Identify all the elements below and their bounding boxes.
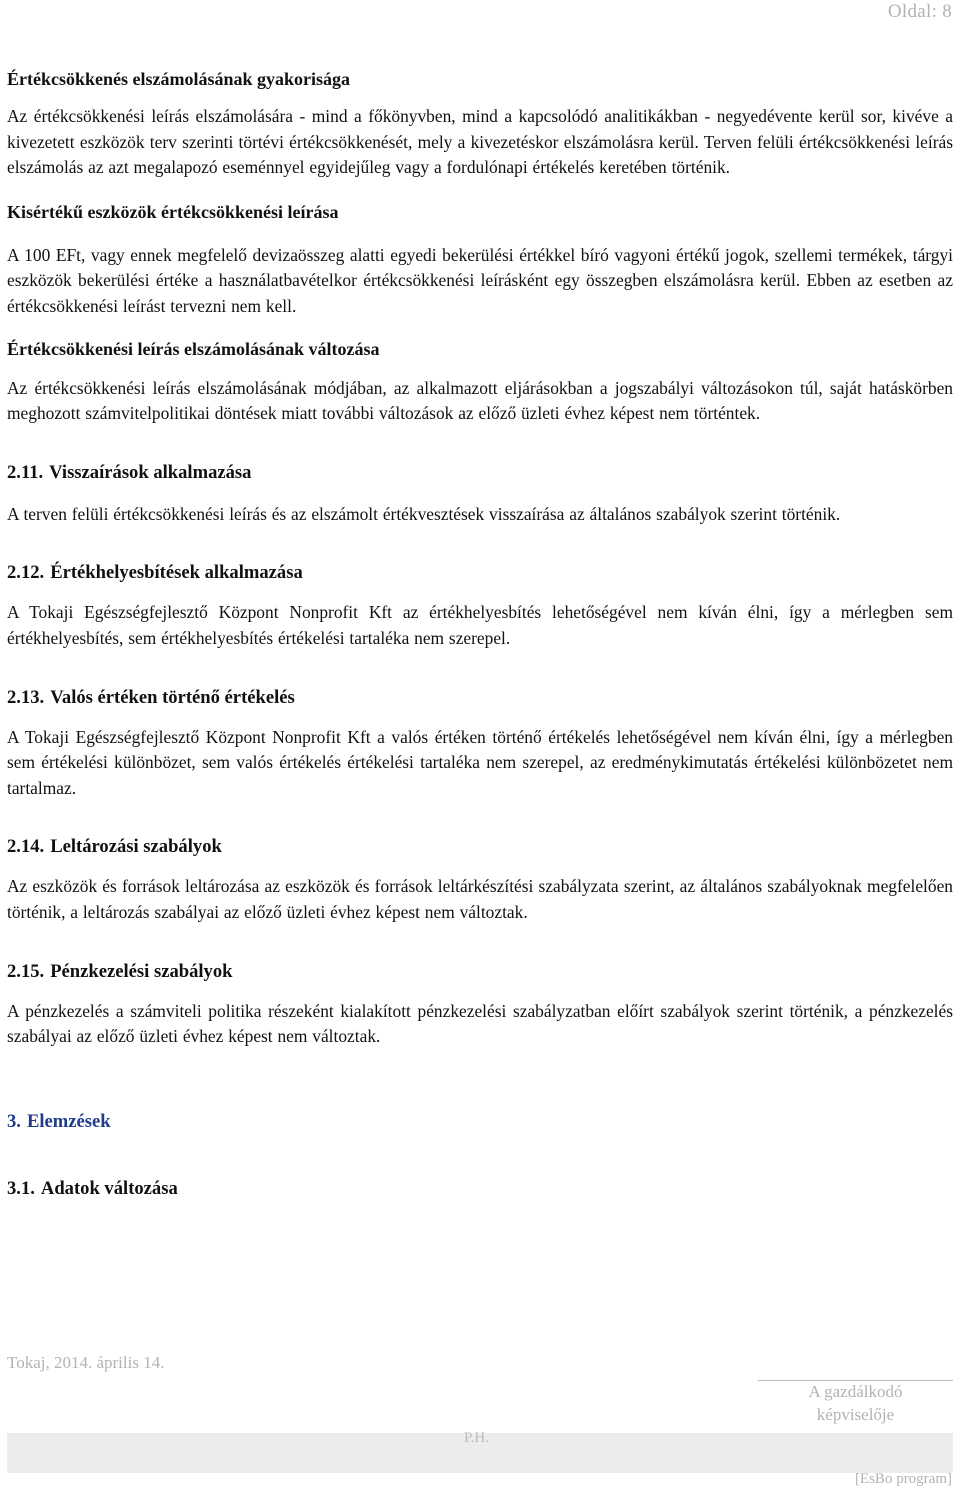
section-title: Értékhelyesbítések alkalmazása — [50, 562, 303, 584]
chapter-number: 3. — [7, 1110, 21, 1132]
section-number: 2.12. — [7, 562, 45, 584]
section-heading-2-13 — [7, 685, 953, 711]
stamp-mark: P.H. — [464, 1430, 490, 1446]
section-number: 2.13. — [7, 686, 45, 708]
signature-label-line2: képviselője — [816, 1405, 895, 1424]
section-number: 2.11. — [7, 461, 44, 483]
chapter-heading-3 — [7, 1109, 953, 1135]
page-number: Oldal: 8 — [887, 1, 952, 22]
paragraph-low-value-assets: A 100 EFt, vagy ennek megfelelő devizaösszeg alatti egyedi bekerülési értékkel bíró vagyoni értékű jogok, szellemi termékek, tárgyi eszközök bekerülési értéke a használatbavételkor értékcsökkenési leírásként egy összegben elszámolásra kerül. Ebben az esetben az értékcsökkenési leírást tervezni nem kell. — [7, 244, 953, 316]
program-name: [EsBo program] — [854, 1471, 952, 1487]
section-heading-2-12 — [7, 560, 953, 586]
paragraph-fair-value: A Tokaji Egészségfejlesztő Központ Nonprofit Kft a valós értéken történő értékelés lehetőségével nem kíván élni, így a mérlegben sem értékelési különbözet, sem valós értékelés értékelési tartaléka nem szerepel, az eredménykimutatás értékelési különbözetet nem tartalmaz. — [7, 726, 953, 798]
section-number: 2.15. — [7, 960, 45, 982]
section-number: 3.1. — [7, 1177, 35, 1199]
section-number: 2.14. — [7, 836, 45, 858]
paragraph-depreciation-change: Az értékcsökkenési leírás elszámolásának módjában, az alkalmazott eljárásokban a jogszabályi változásokon túl, saját hatáskörben meghozott számvitelpolitikai döntések miatt további változások az előző üzleti évhez képest nem történtek. — [7, 377, 953, 424]
paragraph-cash-rules: A pénzkezelés a számviteli politika részeként kialakított pénzkezelési szabályzatban előírt szabályok szerint történik, a pénzkezelés szabályai az előző üzleti évhez képest nem változtak. — [7, 1000, 953, 1047]
section-title: Valós értéken történő értékelés — [50, 686, 295, 708]
document-body — [7, 66, 953, 1202]
section-title: Visszaírások alkalmazása — [49, 461, 252, 483]
section-title: Adatok változása — [40, 1177, 178, 1199]
paragraph-write-backs: A terven felüli értékcsökkenési leírás és az elszámolt értékvesztések visszaírása az általános szabályok szerint történik. — [7, 503, 841, 524]
section-heading-3-1 — [7, 1176, 953, 1202]
footer-date: Tokaj, 2014. április 14. — [7, 1353, 165, 1372]
signature-label-line1: A gazdálkodó — [808, 1382, 903, 1401]
section-heading-2-11 — [7, 460, 953, 486]
section-title: Leltározási szabályok — [50, 836, 222, 858]
paragraph-inventory-rules: Az eszközök és források leltározása az eszközök és források leltárkészítési szabályzata szerint, az általános szabályoknak megfelelően történik, a leltározás szabályai az előző üzleti évhez képest nem változtak. — [7, 876, 953, 922]
section-heading-2-15 — [7, 959, 953, 985]
section-title-low-value-assets: Kisértékű eszközök értékcsökkenési leírása — [7, 201, 339, 222]
paragraph-depreciation-frequency: Az értékcsökkenési leírás elszámolására - mind a főkönyvben, mind a kapcsolódó analitikákban - negyedévente kerül sor, kivéve a kivezetett eszközök terv szerinti törtévi értékcsökkenését, mely a kivezetéskor elszámolásra kerül. Terven felüli értékcsökkenési leírás elszámolás az azt megalapozó eseménnyel egyidejűleg vagy a fordulónapi értékelés keretében történik. — [7, 106, 953, 178]
chapter-title: Elemzések — [26, 1110, 111, 1132]
section-heading-2-14 — [7, 834, 953, 860]
section-title-depreciation-change: Értékcsökkenési leírás elszámolásának változása — [7, 338, 380, 359]
section-title: Pénzkezelési szabályok — [50, 960, 233, 982]
paragraph-revaluation: A Tokaji Egészségfejlesztő Központ Nonprofit Kft az értékhelyesbítés lehetőségével nem kíván élni, így a mérlegben sem értékhelyesbítés, sem értékhelyesbítés értékelési tartaléka nem szerepel. — [7, 602, 953, 648]
signature-label — [758, 1380, 953, 1426]
section-title-depreciation-frequency: Értékcsökkenés elszámolásának gyakorisága — [7, 69, 351, 89]
